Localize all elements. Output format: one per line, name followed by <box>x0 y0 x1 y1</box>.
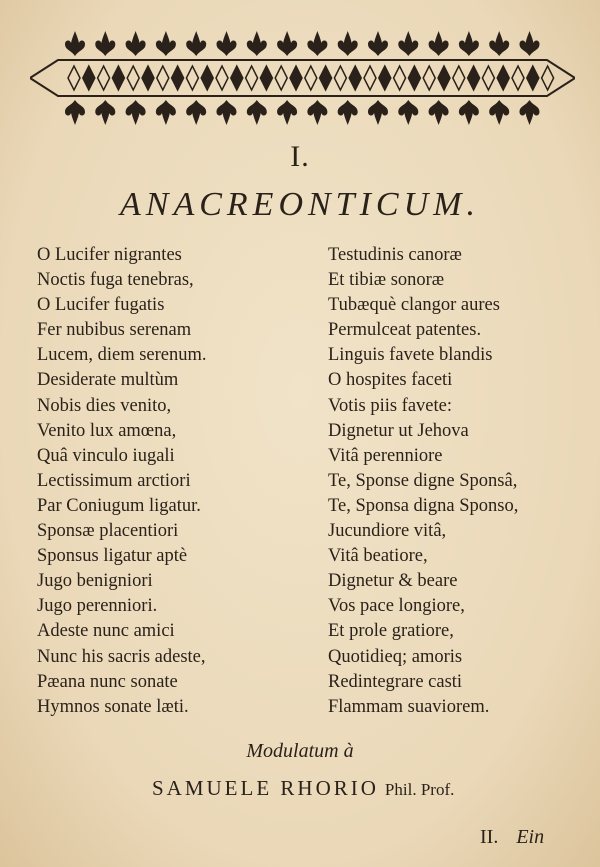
band-diamond <box>512 66 524 90</box>
poem-line: Par Coniugum ligatur. <box>37 495 201 516</box>
poem-line: Fer nubibus serenam <box>37 320 192 341</box>
fleuron-ornament <box>338 100 358 125</box>
poem-line: O Lucifer nigrantes <box>37 245 182 265</box>
band-diamond <box>68 66 80 90</box>
poem-line: Noctis fuga tenebras, <box>37 270 194 291</box>
fleuron-ornament <box>95 31 115 56</box>
fleuron-ornament <box>368 100 388 125</box>
band-diamond <box>172 66 184 90</box>
band-diamond <box>142 66 154 90</box>
poem-line: Tubæquè clangor aures <box>328 295 500 316</box>
signature-mark: II. <box>480 826 499 848</box>
poem-line: Quotidieq; amoris <box>328 646 463 667</box>
band-diamond <box>542 66 554 90</box>
poem-line: Pæana nunc sonate <box>37 671 178 692</box>
poem-line: Nunc his sacris adeste, <box>37 646 206 667</box>
decorative-headpiece <box>30 22 575 134</box>
band-diamond <box>112 66 124 90</box>
poem-line: O Lucifer fugatis <box>37 295 165 316</box>
band-diamond <box>231 66 243 90</box>
poem-line: Jugo perenniori. <box>37 596 158 617</box>
band-diamond <box>275 66 287 90</box>
band-diamond <box>186 66 198 90</box>
fleuron-ornament <box>247 100 267 125</box>
band-diamond <box>127 66 139 90</box>
band-diamond <box>364 66 376 90</box>
poem-line: Vos pace longiore, <box>328 596 465 617</box>
fleuron-ornament <box>307 100 327 125</box>
poem-line: Redintegrare casti <box>328 671 463 692</box>
fleuron-ornament <box>126 100 146 125</box>
band-diamond <box>305 66 317 90</box>
fleuron-ornament <box>156 31 176 56</box>
band-diamond <box>98 66 110 90</box>
fleuron-ornament <box>307 31 327 56</box>
fleuron-ornament <box>489 100 509 125</box>
poem-title: ANACREONTICUM. <box>120 186 480 223</box>
modulatum-line: Modulatum à <box>246 740 354 762</box>
poem-line: Desiderate multùm <box>37 370 179 391</box>
poem-line: Adeste nunc amici <box>37 621 175 642</box>
fleuron-ornament <box>247 31 267 56</box>
poem-line: Lectissimum arctiori <box>37 470 191 491</box>
author-line <box>152 776 454 801</box>
poem-line: Te, Sponse digne Sponsâ, <box>328 470 518 491</box>
fleuron-ornament <box>65 31 85 56</box>
band-diamond <box>260 66 272 90</box>
band-diamond <box>349 66 361 90</box>
band-diamond <box>334 66 346 90</box>
band-diamond <box>157 66 169 90</box>
band-diamond <box>216 66 228 90</box>
poem-line: Venito lux amœna, <box>37 420 177 441</box>
poem-line: Linguis favete blandis <box>328 345 493 366</box>
fleuron-ornament <box>65 100 85 125</box>
poem-line: Jugo benigniori <box>37 571 153 592</box>
poem-line: Sponsus ligatur aptè <box>37 546 188 567</box>
author-title: Phil. Prof. <box>384 780 455 799</box>
fleuron-ornament <box>429 100 449 125</box>
poem-line: Et tibiæ sonoræ <box>328 270 445 291</box>
fleuron-ornament <box>126 31 146 56</box>
poem-line: Lucem, diem serenum. <box>37 345 207 366</box>
fleuron-ornament <box>156 100 176 125</box>
fleuron-ornament <box>277 100 297 125</box>
band-diamond <box>527 66 539 90</box>
poem-line: Flammam suaviorem. <box>328 696 490 717</box>
poem-line: Vitâ beatiore, <box>328 546 428 567</box>
author-name: SAMUELE RHORIO <box>152 776 379 800</box>
band-diamond <box>453 66 465 90</box>
fleuron-ornament <box>459 100 479 125</box>
fleuron-ornament <box>398 100 418 125</box>
fleuron-ornament <box>398 31 418 56</box>
poem-line: Nobis dies venito, <box>37 395 172 416</box>
band-diamond <box>482 66 494 90</box>
poem-line: Permulceat patentes. <box>328 320 482 341</box>
poem-line: Sponsæ placentiori <box>37 521 179 542</box>
fleuron-ornament <box>520 100 540 125</box>
poem-right-column <box>328 243 518 720</box>
band-diamond <box>438 66 450 90</box>
band-diamond <box>394 66 406 90</box>
fleuron-ornament <box>95 100 115 125</box>
fleuron-ornament <box>217 100 237 125</box>
poem-number: I. <box>290 140 310 173</box>
band-diamond <box>246 66 258 90</box>
band-diamond <box>320 66 332 90</box>
fleuron-ornament <box>277 31 297 56</box>
band-diamond <box>468 66 480 90</box>
poem-line: O hospites faceti <box>328 370 453 391</box>
poem-line: Jucundiore vitâ, <box>328 521 447 542</box>
band-diamond <box>379 66 391 90</box>
fleuron-ornament <box>338 31 358 56</box>
band-diamond <box>408 66 420 90</box>
fleuron-ornament <box>186 100 206 125</box>
band-diamond <box>83 66 95 90</box>
fleuron-ornament <box>186 31 206 56</box>
fleuron-ornament <box>520 31 540 56</box>
catchword: Ein <box>516 826 545 848</box>
band-diamond <box>497 66 509 90</box>
fleuron-ornament <box>429 31 449 56</box>
poem-line: Hymnos sonate læti. <box>37 696 189 717</box>
poem-line: Dignetur & beare <box>328 571 458 592</box>
fleuron-ornament <box>368 31 388 56</box>
poem-line: Te, Sponsa digna Sponso, <box>328 495 519 516</box>
fleuron-ornament <box>489 31 509 56</box>
poem-line: Testudinis canoræ <box>328 245 462 265</box>
poem-line: Quâ vinculo iugali <box>37 445 175 466</box>
poem-line: Votis piis favete: <box>328 395 453 416</box>
poem-left-column <box>37 243 207 720</box>
fleuron-ornament <box>217 31 237 56</box>
poem-line: Et prole gratiore, <box>328 621 454 642</box>
fleuron-ornament <box>459 31 479 56</box>
poem-line: Vitâ perenniore <box>328 445 443 466</box>
band-diamond <box>201 66 213 90</box>
signature-line <box>480 826 544 849</box>
band-diamond <box>423 66 435 90</box>
poem-line: Dignetur ut Jehova <box>328 420 469 441</box>
band-diamond <box>290 66 302 90</box>
